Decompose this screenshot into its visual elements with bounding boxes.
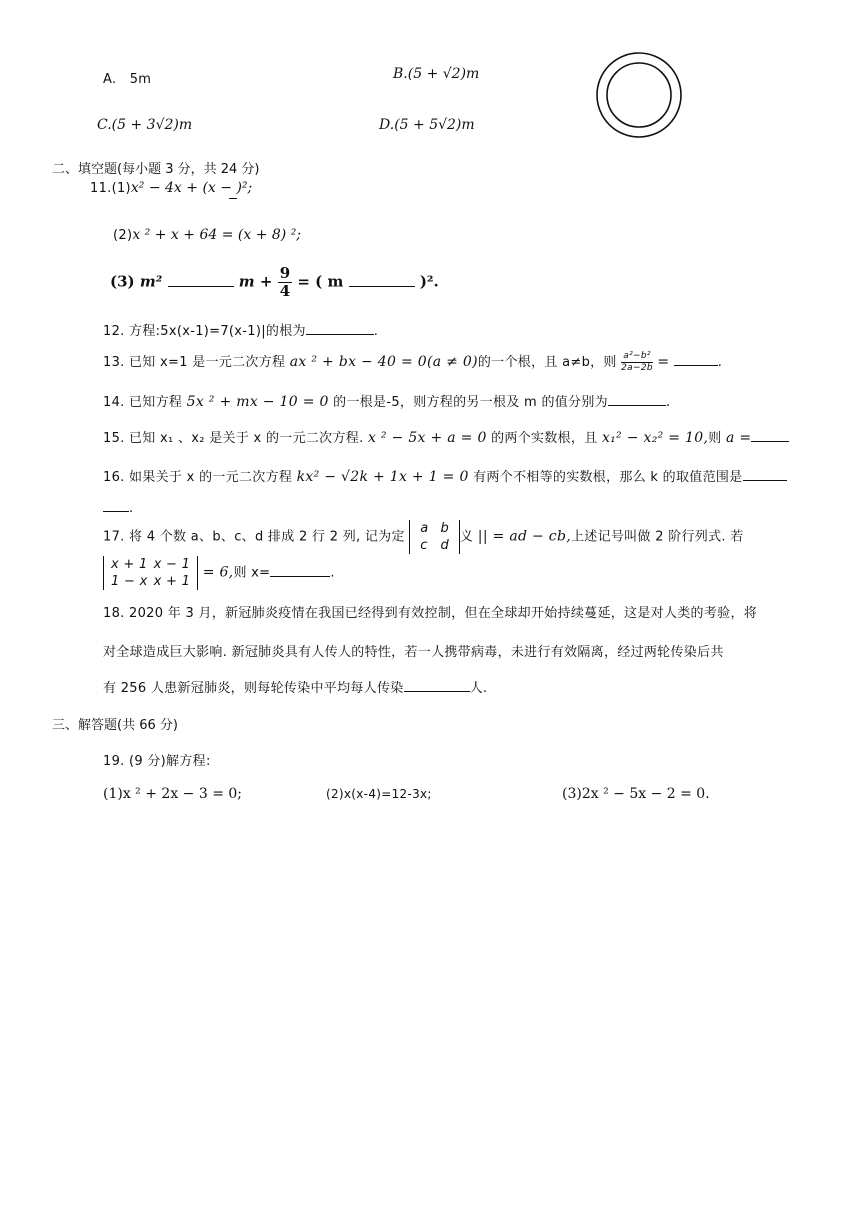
q18-line1: 18. 2020 年 3 月，新冠肺炎疫情在我国已经得到有效控制，但在全球却开始持续蔓延，这是对人类的考验，将 [103,606,758,621]
q18-line2: 对全球造成巨大影响. 新冠肺炎具有人传人的特性，若一人携带病毒，未进行有效隔离，经过两轮传染后共 [103,645,724,660]
choice-c-expr: (5 + 3√2)m [111,117,193,133]
q11-p3-eq: = ( m [297,272,344,291]
q15-then: 则 [708,431,722,446]
q16-blank-1 [743,466,787,481]
q18-line3 [103,677,487,696]
q17-det-b: b [440,521,450,536]
choice-a: A. 5m [103,72,152,87]
q13-eq: = [657,354,670,370]
choice-d-expr: (5 + 5√2)m [394,117,475,133]
q19-part3: (3)2x ² − 5x − 2 = 0. [562,786,710,802]
q11-part3 [110,265,439,300]
choice-d-prefix: D. [379,117,395,133]
q11-p3-blank2 [349,272,415,287]
q17-mid: 上述记号叫做 2 阶行列式. 若 [570,529,744,545]
q19-part1: (1)x ² + 2x − 3 = 0; [103,786,243,802]
q17-eq: = 6, [202,564,234,581]
q13-mid: 的一个根，且 a≠b，则 [477,355,617,370]
q16-end: . [129,501,134,516]
inner-circle [607,63,671,127]
q11-p1-num: 11.(1) [90,181,131,196]
q14-blank [608,391,666,406]
q11-p3-blank1 [168,272,234,287]
q11-p1-blank [229,198,237,199]
q13 [103,351,722,374]
choice-b-expr: (5 + √2)m [407,66,480,82]
q16-text: 16. 如果关于 x 的一元二次方程 [103,470,293,485]
q11-part1 [90,180,252,196]
q17-r1c2: x − 1 [153,557,191,572]
q16-mid: 有两个不相等的实数根，那么 k 的取值范围是 [473,470,743,485]
q17-line2 [103,556,335,590]
q17-def: 义 [460,529,474,545]
q17-determinant-def [409,520,460,554]
q12-blank [306,320,374,335]
choice-c-prefix: C. [97,117,112,133]
q15-mid: 的两个实数根，且 [491,431,598,446]
q12 [103,320,378,339]
q17-r2c2: x + 1 [153,574,191,589]
q16-line2 [103,497,133,516]
q15-expr2: x₁² − x₂² = 10, [601,430,709,446]
q18-blank [404,677,470,692]
q14-expr: 5x ² + mx − 10 = 0 [186,394,329,410]
q11-p3-frac-num: 9 [279,264,291,282]
q13-text: 13. 已知 x=1 是一元二次方程 [103,355,286,370]
q17-expr: || = ad − cb, [477,528,571,545]
q12-text: 12. 方程:5x(x-1)=7(x-1)|的根为 [103,324,306,339]
q12-end: . [373,324,379,339]
q19-title: 19. (9 分)解方程: [103,754,211,769]
outer-circle [597,53,681,137]
q17-blank [270,562,330,577]
section2-title: 二、填空题(每小题 3 分，共 24 分) [52,162,260,177]
q14-text: 14. 已知方程 [103,395,183,410]
q11-part2 [113,227,301,243]
q11-p3-m: m + [238,272,273,291]
q11-p3-end: )². [419,272,439,291]
q17-det-c: c [420,538,428,553]
q17-text: 17. 将 4 个数 a、b、c、d 排成 2 行 2 列, 记为定 [103,529,405,545]
q11-p2-num: (2) [113,228,133,243]
q13-end: . [717,355,723,370]
q13-frac-den: 2a−2b [621,363,653,373]
q13-expr: ax ² + bx − 40 = 0(a ≠ 0) [289,354,478,370]
q14-end: . [665,395,671,410]
q18-end: 人. [469,681,488,696]
choice-b-prefix: B. [393,66,408,82]
q11-p3-num: (3) [110,272,135,291]
q11-p2-expr: x ² + x + 64 = (x + 8) ²; [132,227,302,243]
q11-p3-m2: m² [139,272,163,291]
q16-expr: kx² − √2k + 1x + 1 = 0 [296,469,469,485]
q17 [103,520,744,554]
choice-c [97,117,192,133]
q15-expr3: a = [725,430,752,446]
q14 [103,391,670,410]
q17-then: 则 x= [233,565,271,581]
q15-text: 15. 已知 x₁ 、x₂ 是关于 x 的一元二次方程. [103,431,364,446]
q14-mid: 的一根是-5，则方程的另一根及 m 的值分别为 [333,395,608,410]
q11-p1-expr: x² − 4x + (x − )²; [130,180,253,196]
q17-det-a: a [420,521,429,536]
q15 [103,427,789,446]
section3-title: 三、解答题(共 66 分) [52,718,178,733]
q13-fraction [621,351,653,374]
q18-line3-text: 有 256 人患新冠肺炎，则每轮传染中平均每人传染 [103,681,404,696]
q16 [103,466,787,485]
q17-end: . [330,565,335,581]
q15-blank [751,427,789,442]
concentric-circles-figure [593,52,685,138]
q11-p3-fraction [278,265,292,300]
q17-r1c1: x + 1 [111,557,148,572]
q17-determinant-eq [103,556,198,590]
choice-d [379,117,475,133]
q11-p3-frac-den: 4 [279,282,291,300]
choice-b [393,66,479,82]
q19-part2: (2)x(x-4)=12-3x; [326,787,432,801]
q13-blank [674,351,718,366]
q15-expr: x ² − 5x + a = 0 [367,430,487,446]
q13-frac-num: a²−b² [621,351,653,363]
q17-r2c1: 1 − x [111,574,148,589]
q17-det-d: d [440,538,450,553]
q16-blank-2 [103,497,129,512]
